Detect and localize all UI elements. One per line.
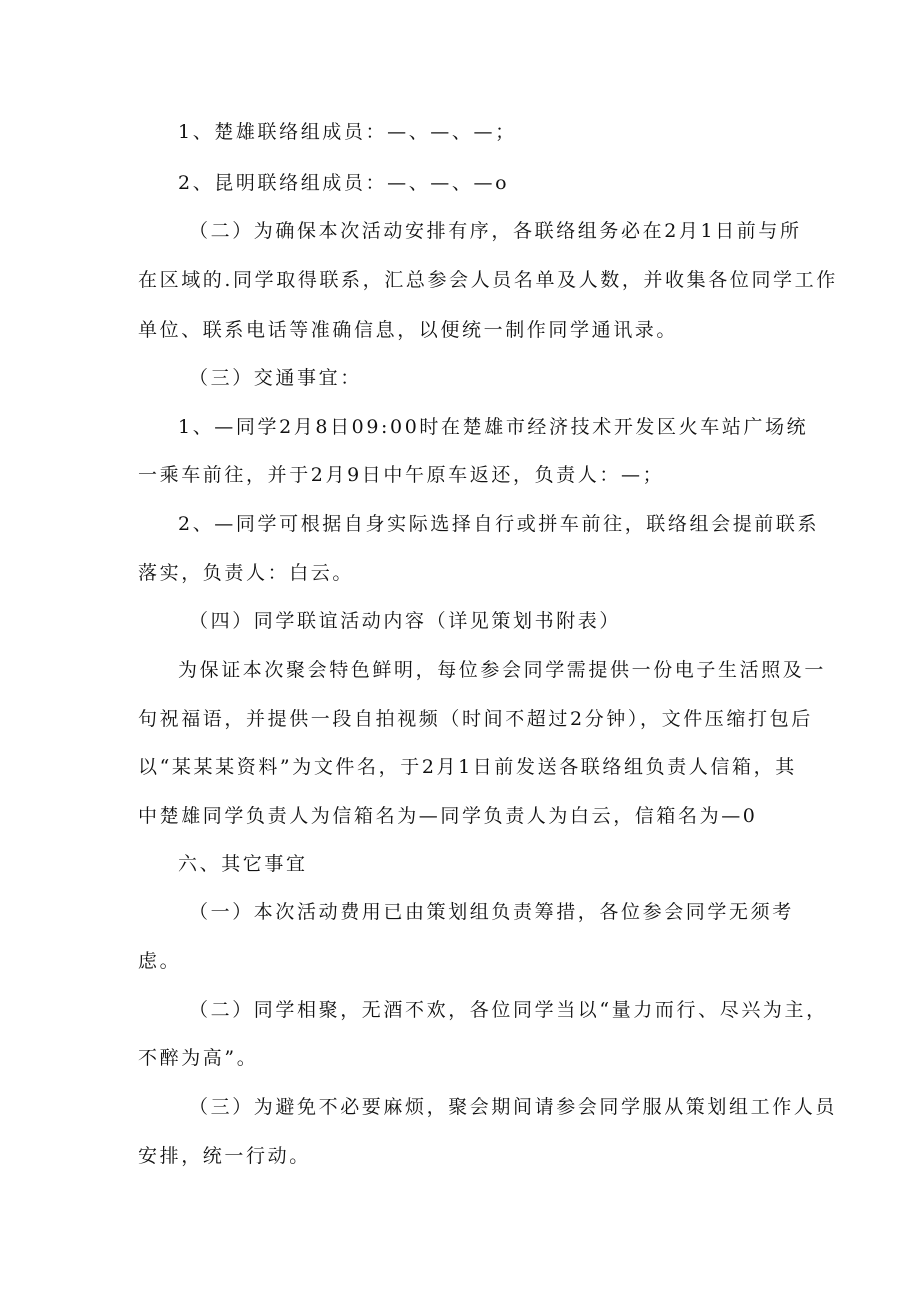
text-line: 在区域的.同学取得联系，汇总参会人员名单及人数，并收集各位同学工作 (138, 269, 838, 291)
text-line: 安排，统一行动。 (138, 1145, 311, 1167)
text-line: 句祝福语，并提供一段自拍视频（时间不超过2分钟），文件压缩打包后 (138, 708, 813, 730)
text-line: 为保证本次聚会特色鲜明，每位参会同学需提供一份电子生活照及一 (178, 659, 827, 681)
text-line: （二）同学相聚，无酒不欢，各位同学当以“量力而行、尽兴为主， (189, 999, 828, 1021)
text-line: 一乘车前往，并于2月9日中午原车返还，负责人：—； (138, 464, 665, 486)
text-line: 1、楚雄联络组成员：—、—、—； (178, 121, 517, 143)
section-heading: 六、其它事宜 (178, 853, 308, 875)
text-line: 1、—同学2月8日09:00时在楚雄市经济技术开发区火车站广场统 (178, 416, 809, 438)
text-line: 以“某某某资料”为文件名，于2月1日前发送各联络组负责人信箱，其 (138, 756, 797, 778)
text-line: （三）为避免不必要麻烦，聚会期间请参会同学服从策划组工作人员 (189, 1096, 838, 1118)
text-line: （二）为确保本次活动安排有序，各联络组务必在2月1日前与所 (189, 220, 802, 242)
text-line: 落实，负责人：白云。 (138, 562, 355, 584)
text-line: 虑。 (138, 950, 182, 972)
text-line: （一）本次活动费用已由策划组负责筹措，各位参会同学无须考 (189, 901, 794, 923)
text-line: 中楚雄同学负责人为信箱名为—同学负责人为白云，信箱名为—0 (138, 805, 758, 827)
text-line: 不醉为高”。 (138, 1047, 259, 1069)
text-line: 2、—同学可根据自身实际选择自行或拼车前往，联络组会提前联系 (178, 513, 820, 535)
text-line: （三）交通事宜： (189, 367, 362, 389)
text-line: 2、昆明联络组成员：—、—、—o (178, 172, 510, 194)
text-line: 单位、联系电话等准确信息，以便统一制作同学通讯录。 (138, 319, 679, 341)
text-line: （四）同学联谊活动内容（详见策划书附表） (189, 610, 622, 632)
